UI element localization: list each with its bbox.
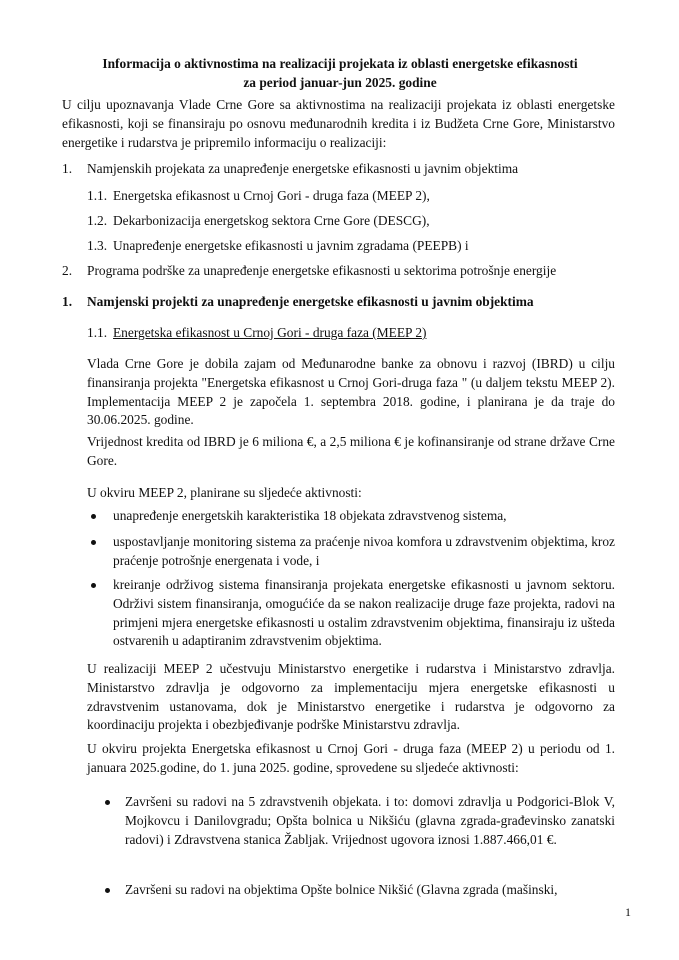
sub-item-1-3-text: Unapređenje energetske efikasnosti u javnim zgradama (PEEPB) i [113, 238, 469, 253]
section-1-heading: Namjenski projekti za unapređenje energetske efikasnosti u javnim objektima [87, 294, 534, 309]
bullet-icon [91, 540, 96, 545]
sub-item-1-1-text: Energetska efikasnost u Crnoj Gori - druga faza (MEEP 2), [113, 188, 430, 203]
document-title-line-2: za period januar-jun 2025. godine [243, 75, 437, 90]
list-item-2-text: Programa podrške za unapređenje energetske efikasnosti u sektorima potrošnje energije [87, 263, 557, 278]
bullet-icon [105, 888, 110, 893]
activity-bullet-1: unapređenje energetskih karakteristika 18 objekata zdravstvenog sistema, [113, 508, 507, 523]
sub-item-1-2-number: 1.2. [87, 213, 108, 228]
sub-item-1-2-text: Dekarbonizacija energetskog sektora Crne Gore (DESCG), [113, 213, 430, 228]
activity-bullet-2: uspostavljanje monitoring sistema za praćenje nivoa komfora u zdravstvenim objektima, kroz praćenje potrošnje energenata i vode, i [113, 534, 615, 568]
planned-activities-intro: U okviru MEEP 2, planirane su sljedeće aktivnosti: [87, 485, 362, 500]
section-1-number: 1. [62, 294, 73, 309]
subsection-1-1-number: 1.1. [87, 325, 108, 340]
participants-paragraph: U realizaciji MEEP 2 učestvuju Ministarstvo energetike i rudarstva i Ministarstvo zdravlja. Ministarstvo zdravlja je odgovorno za implementaciju mjera energetske efikasnosti u zdravstvenim ustanovama, dok je Ministarstvo energetike i rudarstva je odgovorno za koordinaciju projekta i obezbjeđivanje podrške Ministarstvu zdravlja. [87, 661, 615, 733]
list-item-2-number: 2. [62, 263, 73, 278]
page-number: 1 [625, 905, 631, 919]
bullet-icon [91, 583, 96, 588]
list-item-1-number: 1. [62, 161, 73, 176]
meep2-intro-paragraph: Vlada Crne Gore je dobila zajam od Međunarodne banke za obnovu i razvoj (IBRD) u cilju finansiranja projekta "Energetska efikasnost u Crnoj Gori-druga faza " (u daljem tekstu MEEP 2). Implementacija MEEP 2 je započela 1. septembra 2018. godine, i planirana je da traje do 30.06.2025. godine. [87, 356, 615, 428]
sub-item-1-3-number: 1.3. [87, 238, 108, 253]
sub-item-1-1-number: 1.1. [87, 188, 108, 203]
completed-works-bullet-2: Završeni su radovi na objektima Opšte bolnice Nikšić (Glavna zgrada (mašinski, [125, 882, 558, 897]
subsection-1-1-heading: Energetska efikasnost u Crnoj Gori - druga faza (MEEP 2) [113, 325, 427, 340]
bullet-icon [91, 514, 96, 519]
activity-bullet-3: kreiranje održivog sistema finansiranja projekata energetske efikasnosti u javnom sektoru. Održivi sistem finansiranja, omogućiće da se nakon realizacije druge faze projekta, radovi na primjeni mjera energetske efikasnosti u ostalim zdravstvenim objektima, finansiraju iz ušteda ostvarenih u adaptiranim zdravstvenim objektima. [113, 577, 615, 649]
intro-paragraph: U cilju upoznavanja Vlade Crne Gore sa aktivnostima na realizaciji projekata iz oblasti energetske efikasnosti, koji se finansiraju po osnovu međunarodnih kredita i iz Budžeta Crne Gore, Ministarstvo energetike i rudarstva je pripremilo informaciju o realizaciji: [62, 97, 615, 150]
loan-value-paragraph: Vrijednost kredita od IBRD je 6 miliona €, a 2,5 miliona € je kofinansiranje od strane države Crne Gore. [87, 434, 615, 468]
document-title-line-1: Informacija o aktivnostima na realizaciji projekata iz oblasti energetske efikasnosti [102, 56, 578, 71]
list-item-1-text: Namjenskih projekata za unapređenje energetske efikasnosti u javnim objektima [87, 161, 519, 176]
period-activities-intro: U okviru projekta Energetska efikasnost u Crnoj Gori - druga faza (MEEP 2) u periodu od 1. januara 2025.godine, do 1. juna 2025. godine, sprovedene su sljedeće aktivnosti: [87, 741, 615, 775]
bullet-icon [105, 800, 110, 805]
completed-works-bullet-1: Završeni su radovi na 5 zdravstvenih objekata. i to: domovi zdravlja u Podgorici-Blok V, Mojkovcu i Danilovgradu; Opšta bolnica u Nikšiću (glavna zgrada-građevinsko zanatski radovi) i Zdravstvena stanica Žabljak. Vrijednost ugovora iznosi 1.887.466,01 €. [125, 794, 615, 847]
